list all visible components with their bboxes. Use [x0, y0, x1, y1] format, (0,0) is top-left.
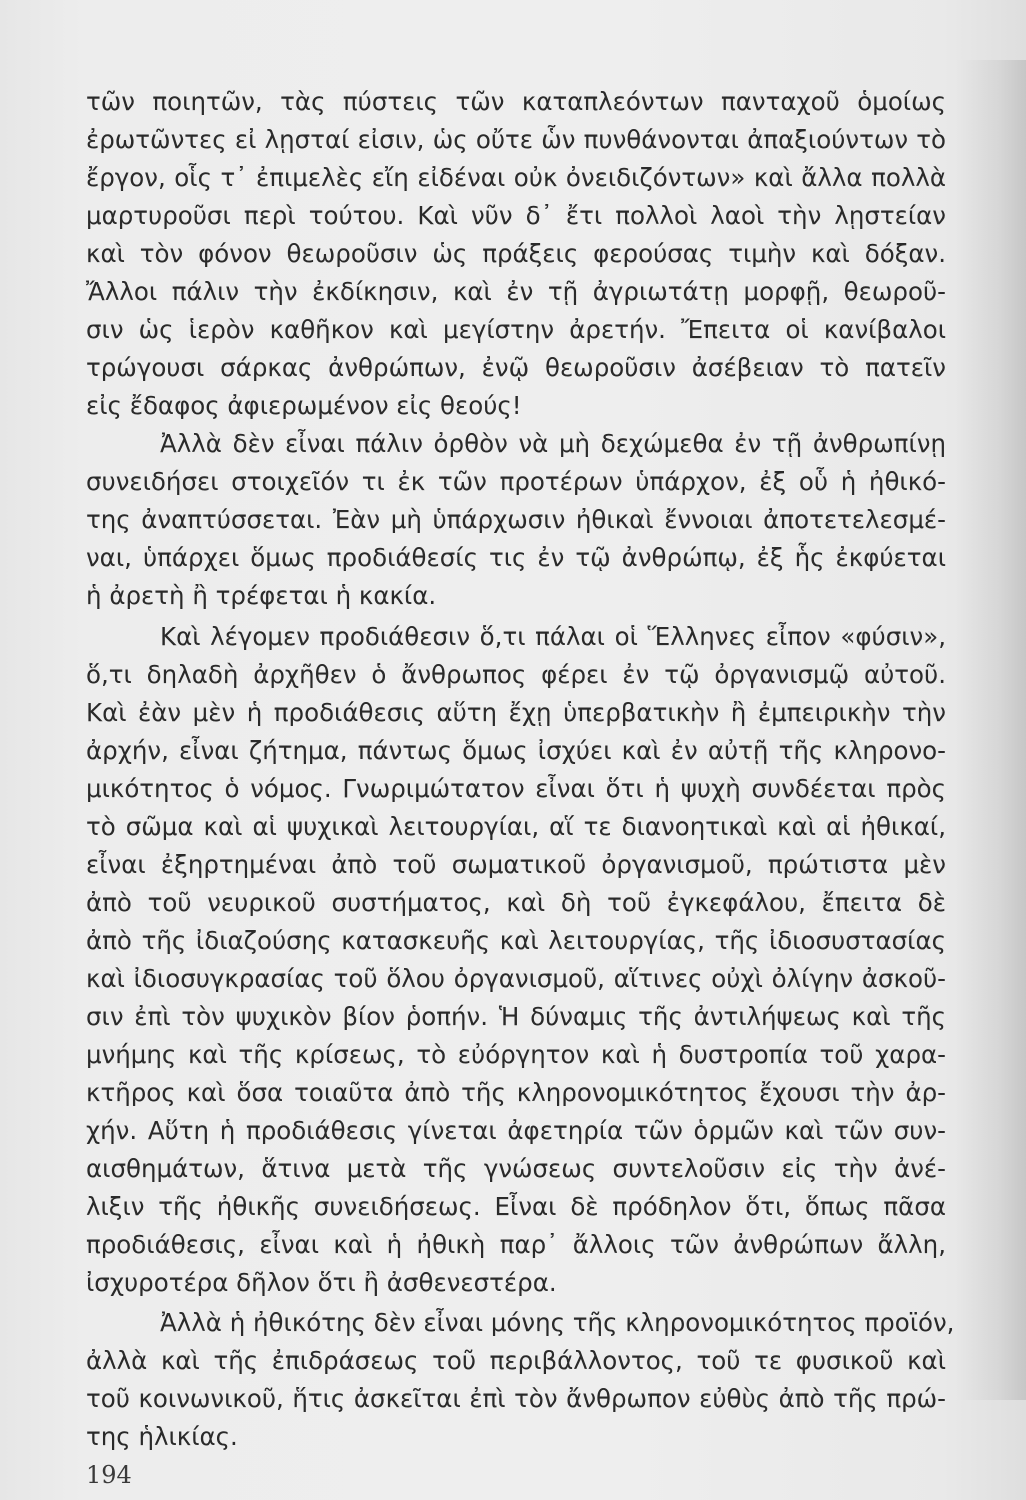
- text-line: συνειδήσει στοιχεῖόν τι ἐκ τῶν προτέρων ὑπάρχον, ἐξ οὗ ἡ ἠθικό-: [86, 467, 946, 496]
- text-line: μαρτυροῦσι περὶ τούτου. Καὶ νῦν δ᾽ ἔτι πολλοὶ λαοὶ τὴν λῃστείαν: [86, 201, 946, 230]
- text-line: τῶν ποιητῶν, τὰς πύστεις τῶν καταπλεόντων πανταχοῦ ὁμοίως: [86, 87, 946, 116]
- text-line: τρώγουσι σάρκας ἀνθρώπων, ἐνῷ θεωροῦσιν ἀσέβειαν τὸ πατεῖν: [86, 353, 946, 382]
- text-line: της ἡλικίας.: [86, 1422, 238, 1451]
- text-line: Ἄλλοι πάλιν τὴν ἐκδίκησιν, καὶ ἐν τῇ ἀγριωτάτῃ μορφῇ, θεωροῦ-: [86, 277, 946, 306]
- paragraph-start-line: Καὶ λέγομεν προδιάθεσιν ὅ,τι πάλαι οἱ Ἕλληνες εἶπον «φύσιν»,: [160, 622, 946, 651]
- paragraph-start-line: Ἀλλὰ δὲν εἶναι πάλιν ὀρθὸν νὰ μὴ δεχώμεθα ἐν τῇ ἀνθρωπίνῃ: [160, 429, 946, 458]
- text-line: τὸ σῶμα καὶ αἱ ψυχικαὶ λειτουργίαι, αἵ τε διανοητικαὶ καὶ αἱ ἠθικαί,: [86, 812, 946, 841]
- text-line: της ἀναπτύσσεται. Ἐὰν μὴ ὑπάρχωσιν ἠθικαὶ ἔννοιαι ἀποτετελεσμέ-: [86, 505, 946, 534]
- text-line: μικότητος ὁ νόμος. Γνωριμώτατον εἶναι ὅτι ἡ ψυχὴ συνδέεται πρὸς: [86, 774, 946, 803]
- page-number: 194: [86, 1461, 132, 1489]
- text-line: ἀπὸ τῆς ἰδιαζούσης κατασκευῆς καὶ λειτουργίας, τῆς ἰδιοσυστασίας: [86, 926, 946, 955]
- text-line: εἰς ἔδαφος ἀφιερωμένον εἰς θεούς!: [86, 391, 522, 420]
- text-line: μνήμης καὶ τῆς κρίσεως, τὸ εὐόργητον καὶ ἡ δυστροπία τοῦ χαρα-: [86, 1040, 946, 1069]
- text-line: προδιάθεσις, εἶναι καὶ ἡ ἠθικὴ παρ᾽ ἄλλοις τῶν ἀνθρώπων ἄλλη,: [86, 1230, 946, 1259]
- text-line: καὶ τὸν φόνον θεωροῦσιν ὡς πράξεις φερούσας τιμὴν καὶ δόξαν.: [86, 239, 946, 268]
- text-line: ναι, ὑπάρχει ὅμως προδιάθεσίς τις ἐν τῷ ἀνθρώπῳ, ἐξ ἧς ἐκφύεται: [86, 543, 946, 572]
- text-line: ἀλλὰ καὶ τῆς ἐπιδράσεως τοῦ περιβάλλοντος, τοῦ τε φυσικοῦ καὶ: [86, 1346, 946, 1375]
- text-line: καὶ ἰδιοσυγκρασίας τοῦ ὅλου ὀργανισμοῦ, αἵτινες οὐχὶ ὀλίγην ἀσκοῦ-: [86, 964, 946, 993]
- text-line: ἀρχήν, εἶναι ζήτημα, πάντως ὅμως ἰσχύει καὶ ἐν αὐτῇ τῆς κληρονο-: [86, 736, 946, 765]
- text-line: αισθημάτων, ἅτινα μετὰ τῆς γνώσεως συντελοῦσιν εἰς τὴν ἀνέ-: [86, 1154, 946, 1183]
- text-line: ὅ,τι δηλαδὴ ἀρχῆθεν ὁ ἄνθρωπος φέρει ἐν τῷ ὀργανισμῷ αὐτοῦ.: [86, 660, 946, 689]
- text-line: ἔργον, οἷς τ᾽ ἐπιμελὲς εἴη εἰδέναι οὐκ ὀνειδιζόντων» καὶ ἄλλα πολλὰ: [86, 163, 946, 192]
- text-line: κτῆρος καὶ ὅσα τοιαῦτα ἀπὸ τῆς κληρονομικότητος ἔχουσι τὴν ἀρ-: [86, 1078, 946, 1107]
- text-line: λιξιν τῆς ἠθικῆς συνειδήσεως. Εἶναι δὲ πρόδηλον ὅτι, ὅπως πᾶσα: [86, 1192, 946, 1221]
- paragraph-start-line: Ἀλλὰ ἡ ἠθικότης δὲν εἶναι μόνης τῆς κληρονομικότητος προϊόν,: [160, 1308, 955, 1337]
- text-line: σιν ἐπὶ τὸν ψυχικὸν βίον ῥοπήν. Ἡ δύναμις τῆς ἀντιλήψεως καὶ τῆς: [86, 1002, 946, 1031]
- text-line: ἰσχυροτέρα δῆλον ὅτι ἢ ἀσθενεστέρα.: [86, 1268, 557, 1297]
- text-line: σιν ὡς ἱερὸν καθῆκον καὶ μεγίστην ἀρετήν. Ἔπειτα οἱ κανίβαλοι: [86, 315, 946, 344]
- text-line: ἀπὸ τοῦ νευρικοῦ συστήματος, καὶ δὴ τοῦ ἐγκεφάλου, ἔπειτα δὲ: [86, 888, 946, 917]
- text-line: ἡ ἀρετὴ ἢ τρέφεται ἡ κακία.: [86, 581, 437, 610]
- facing-page-shadow: [956, 60, 1026, 1400]
- text-line: χήν. Αὕτη ἡ προδιάθεσις γίνεται ἀφετηρία τῶν ὁρμῶν καὶ τῶν συν-: [86, 1116, 946, 1145]
- text-line: εἶναι ἐξηρτημέναι ἀπὸ τοῦ σωματικοῦ ὀργανισμοῦ, πρώτιστα μὲν: [86, 850, 946, 879]
- text-line: τοῦ κοινωνικοῦ, ἥτις ἀσκεῖται ἐπὶ τὸν ἄνθρωπον εὐθὺς ἀπὸ τῆς πρώ-: [86, 1384, 946, 1413]
- text-line: ἐρωτῶντες εἰ λῃσταί εἰσιν, ὡς οὔτε ὧν πυνθάνονται ἀπαξιούντων τὸ: [86, 125, 946, 154]
- text-line: Καὶ ἐὰν μὲν ἡ προδιάθεσις αὕτη ἔχῃ ὑπερβατικὴν ἢ ἐμπειρικὴν τὴν: [86, 698, 946, 727]
